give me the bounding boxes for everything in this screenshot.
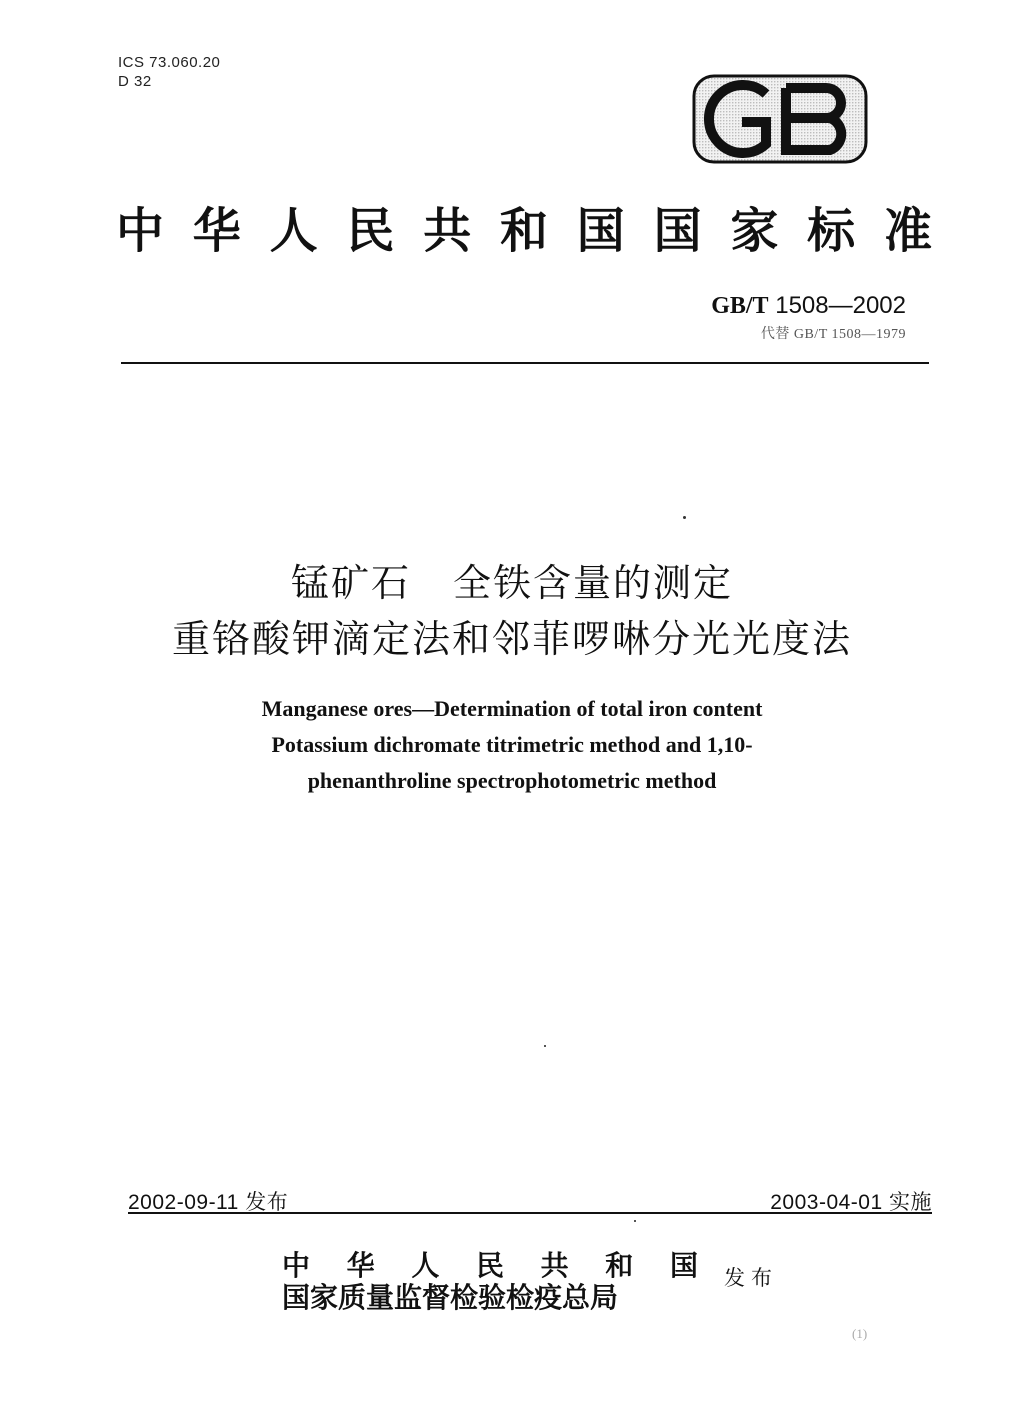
heading-char: 和	[499, 202, 548, 259]
standard-number-value: 1508—2002	[775, 292, 906, 319]
issuer-line-2: 国家质量监督检验检疫总局	[282, 1281, 619, 1314]
english-title-line-2: Potassium dichromate titrimetric method and 1,10-	[271, 732, 753, 757]
heading-char: 人	[269, 202, 318, 259]
chinese-title-line-2: 重铬酸钾滴定法和邻菲啰啉分光光度法	[171, 617, 852, 661]
issuer-char: 和	[605, 1249, 634, 1282]
english-title-line-1: Manganese ores—Determination of total iron content	[261, 696, 763, 721]
implementation-date: 2003-04-01 实施	[770, 1191, 932, 1214]
replaces-standard: 代替 GB/T 1508—1979	[760, 327, 906, 342]
heading-char: 中	[116, 202, 165, 259]
scan-speck	[634, 1220, 636, 1222]
publish-label: 发布	[724, 1266, 778, 1290]
issuer-char: 国	[669, 1249, 698, 1282]
heading-char: 国	[653, 202, 702, 259]
heading-char: 国	[576, 202, 625, 259]
issuer-char: 共	[540, 1249, 569, 1282]
issue-date: 2002-09-11 发布	[128, 1191, 289, 1214]
page-number: (1)	[852, 1326, 868, 1341]
gb-logo-text: GB	[690, 72, 692, 73]
footer-divider	[128, 1212, 932, 1214]
ics-code: ICS 73.060.20	[118, 54, 221, 71]
ccs-code: D 32	[118, 73, 152, 90]
issuer-char: 民	[475, 1249, 504, 1282]
heading-char: 民	[346, 202, 395, 259]
heading-char: 家	[730, 202, 779, 259]
standard-number	[711, 292, 906, 320]
heading-char: 标	[807, 202, 856, 259]
header-divider	[121, 362, 929, 364]
gb-logo-icon	[690, 72, 874, 172]
heading-char: 准	[883, 202, 932, 259]
issuer-char: 人	[411, 1249, 440, 1282]
issuer-char: 中	[282, 1249, 311, 1282]
chinese-title-line-1: 锰矿石 全铁含量的测定	[290, 561, 734, 605]
english-title-line-3: phenanthroline spectrophotometric method	[307, 768, 717, 793]
heading-char: 华	[192, 202, 241, 259]
national-standard-heading	[116, 194, 932, 258]
scan-speck	[683, 516, 686, 519]
issuer-char: 华	[346, 1249, 375, 1282]
heading-char: 共	[423, 202, 472, 259]
standard-prefix: GB/T	[711, 293, 769, 319]
scan-speck	[544, 1045, 546, 1047]
